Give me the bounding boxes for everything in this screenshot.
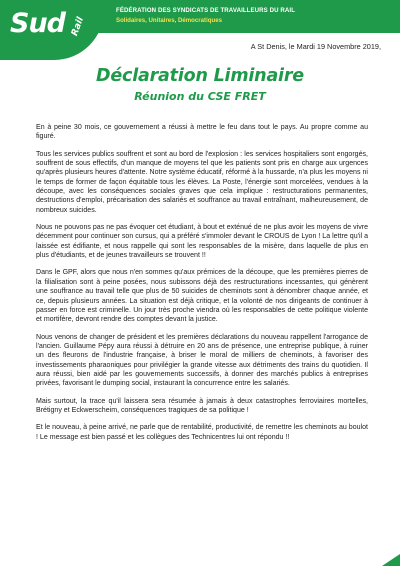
paragraph: Nous ne pouvons pas ne pas évoquer cet étudiant, à bout et exténué de ne plus avoir les moyens de vivre décemment pour continuer son cursus, qui a préféré s'immoler devant le CROUS de Lyon ! La lettre qu'il a laissée est édifiante, et nous rappelle qui sont les responsables de la misère, dans laquelle de plus en plus d'étudiants, et de jeunes travailleurs se trouvent !! bbox=[36, 224, 368, 260]
paragraph: Tous les services publics souffrent et sont au bord de l'explosion : les services hospitaliers sont engorgés, souffrent de sous effectifs, d'un manque de moyens tel que les patients sont pris en charge aux urgences qu'après plusieurs heures d'attente. Notre système éducatif, réformé à la hussarde, n'a plus les moyens ni le temps de former de façon équitable tous les élèves. La Poste, l'énergie sont morcelées, vendues à la découpe, avec les conséquences sociales graves que cela implique : restructurations permanentes, destructions d'emploi, précarisation des salariés et souffrance au travail entraînant, malheureusement, de nombreux suicides. bbox=[36, 150, 368, 214]
document-body bbox=[36, 123, 368, 450]
date-line: A St Denis, le Mardi 19 Novembre 2019, bbox=[250, 42, 381, 51]
page-title: Déclaration Liminaire bbox=[96, 66, 304, 86]
paragraph: En à peine 30 mois, ce gouvernement a réussi à mettre le feu dans tout le pays. Au propre comme au figuré. bbox=[36, 124, 368, 141]
page-subtitle: Réunion du CSE FRET bbox=[134, 90, 266, 103]
federation-name: FÉDÉRATION DES SYNDICATS DE TRAVAILLEURS DU RAIL bbox=[116, 7, 296, 14]
logo-text: Sud bbox=[10, 8, 65, 39]
federation-tagline: Solidaires, Unitaires, Démocratiques bbox=[116, 17, 223, 24]
paragraph: Et le nouveau, à peine arrivé, ne parle que de rentabilité, productivité, de remettre les cheminots au boulot ! Le message est bien passé et les collègues des Technicentres lui ont répondu !! bbox=[36, 424, 368, 441]
sud-rail-logo bbox=[0, 0, 104, 60]
corner-decoration bbox=[382, 554, 400, 566]
paragraph: Dans le GPF, alors que nous n'en sommes qu'aux prémices de la découpe, que les premières pierres de la filialisation sont à peine posées, nous subissons déjà des restructurations incessantes, qui génèrent une souffrance au travail telle que plus de 50 suicides de cheminots sont à dénombrer chaque année, et ce, depuis plusieurs années. La situation est déjà critique, et la volonté de nos dirigeants de continuer à passer en force est criminelle. Un jour très proche viendra où les responsables de cette politique violente et mortifère, devront rendre des comptes devant la justice. bbox=[36, 269, 368, 324]
paragraph: Mais surtout, la trace qu'il laissera sera résumée à jamais à deux catastrophes ferroviaires mortelles, Brétigny et Eckwerscheim, conséquences tragiques de sa politique ! bbox=[36, 397, 368, 414]
logo-sub: Rail bbox=[70, 15, 86, 38]
paragraph: Nous venons de changer de président et les premières déclarations du nouveau rappellent l'arrogance de l'ancien. Guillaume Pépy aura réussi à détruire en 20 ans de présence, une entreprise publique, à ruiner un des fleurons de l'industrie française, à briser le moral de milliers de cheminots, à favoriser des investissements pharaoniques pour privilégier la grande vitesse aux détriments des trains du quotidien. Il aura réussi, bien aidé par les gouvernements successifs, à donner des marchés publics à entreprises privées, favorisant le dumping social, instaurant la concurrence entre les salariés. bbox=[36, 333, 368, 388]
